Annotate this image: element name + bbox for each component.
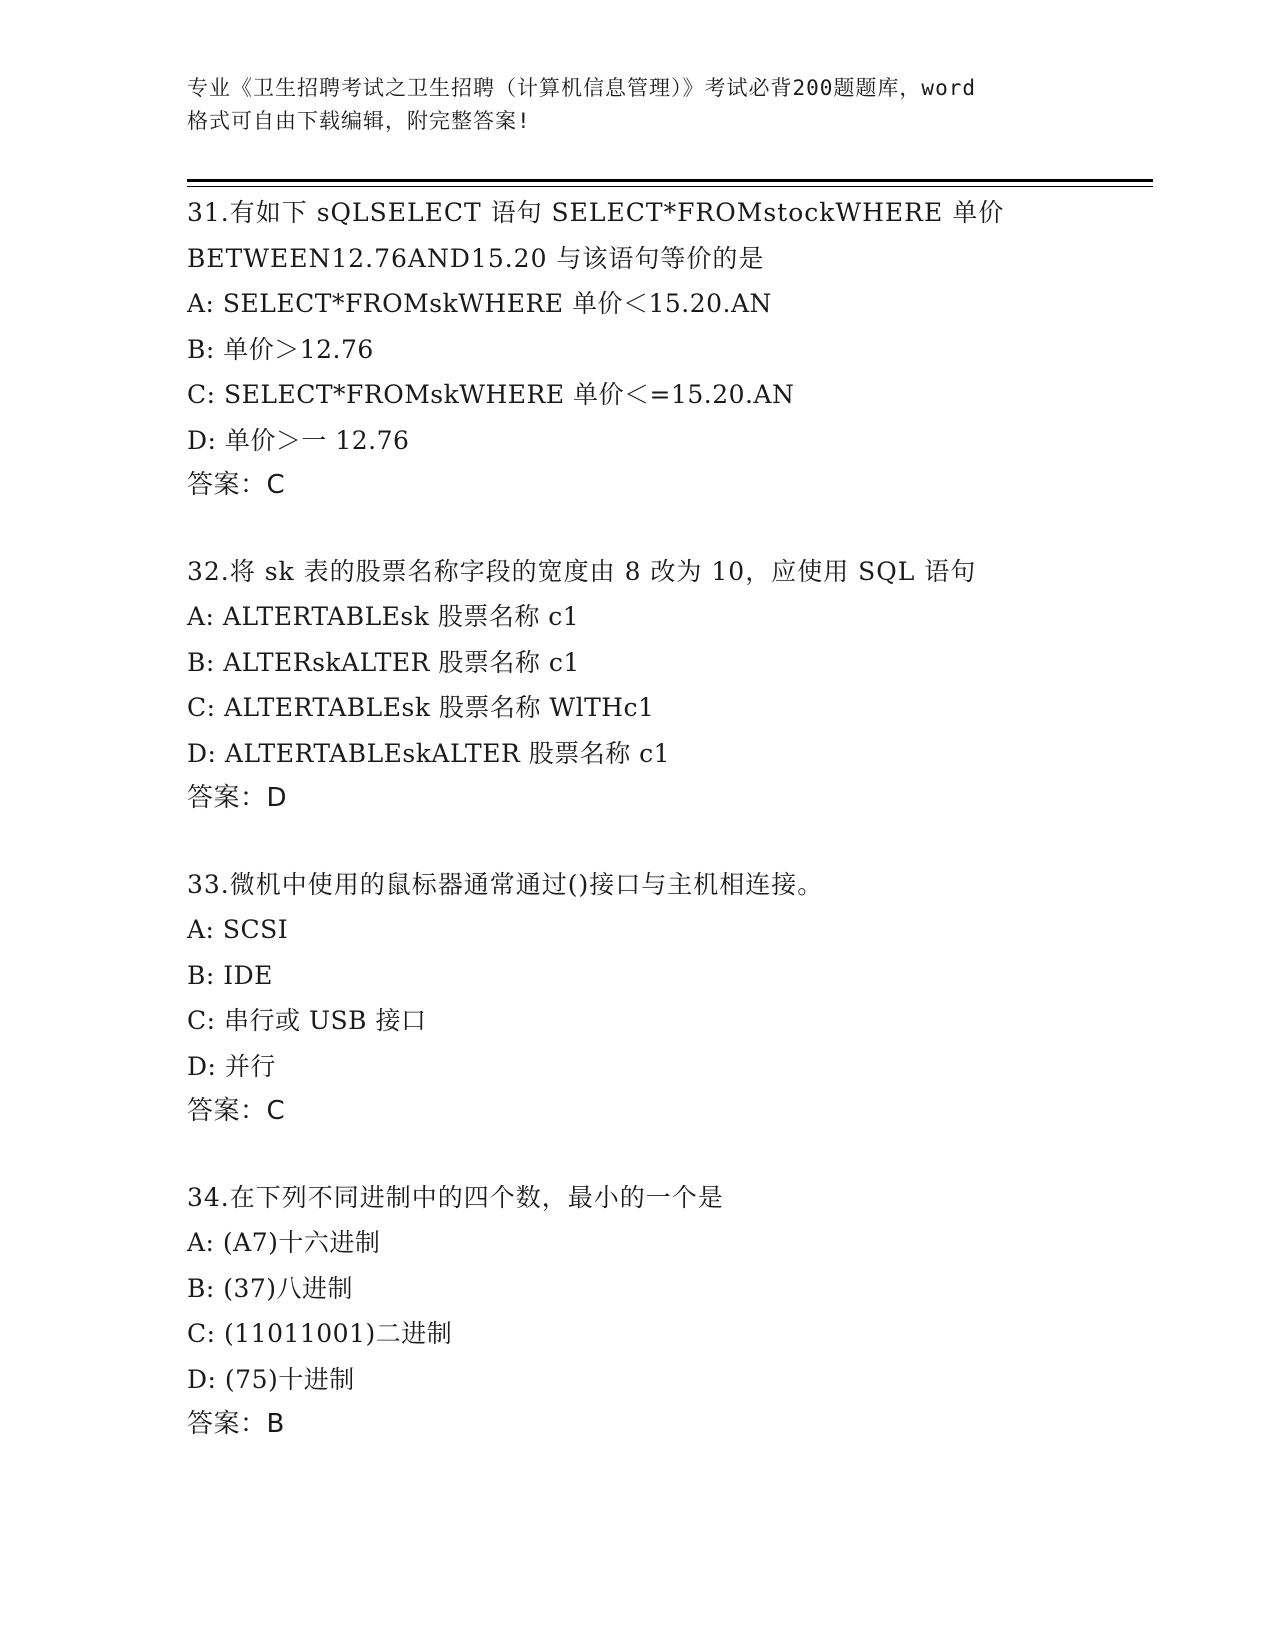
option-c: C: SELECT*FROMskWHERE 单价＜=15.20.AN	[187, 380, 795, 409]
question-32	[187, 549, 1147, 822]
question-stem-line: 33.微机中使用的鼠标器通常通过()接口与主机相连接。	[187, 869, 824, 899]
option-a: A: ALTERTABLEsk 股票名称 c1	[187, 602, 580, 631]
header-divider-thick	[187, 179, 1153, 182]
option-b: B: ALTERskALTER 股票名称 c1	[187, 647, 580, 677]
question-33	[187, 862, 1147, 1135]
option-d: D: 单价＞一 12.76	[187, 425, 410, 455]
header-divider-thin	[187, 186, 1153, 187]
question-stem-line: BETWEEN12.76AND15.20 与该语句等价的是	[187, 243, 765, 273]
option-d: D: ALTERTABLEskALTER 股票名称 c1	[187, 738, 671, 768]
option-a: A: (A7)十六进制	[187, 1228, 381, 1257]
answer-line: 答案：C	[187, 470, 286, 500]
option-c: C: ALTERTABLEsk 股票名称 WlTHc1	[187, 693, 655, 722]
question-stem-line: 31.有如下 sQLSELECT 语句 SELECT*FROMstockWHERE 单价	[187, 198, 1005, 227]
option-c: C: (11011001)二进制	[187, 1319, 453, 1348]
answer-line: 答案：C	[187, 1096, 286, 1126]
option-b: B: (37)八进制	[187, 1273, 354, 1303]
option-a: A: SCSI	[187, 915, 289, 944]
header-line-2: 格式可自由下载编辑，附完整答案!	[187, 109, 531, 133]
option-b: B: IDE	[187, 960, 273, 990]
option-b: B: 单价＞12.76	[187, 334, 374, 364]
answer-line: 答案：B	[187, 1409, 285, 1439]
option-d: D: 并行	[187, 1051, 276, 1081]
option-a: A: SELECT*FROMskWHERE 单价＜15.20.AN	[187, 289, 772, 318]
question-stem-line: 32.将 sk 表的股票名称字段的宽度由 8 改为 10，应使用 SQL 语句	[187, 556, 977, 586]
answer-line: 答案：D	[187, 783, 288, 813]
question-31	[187, 190, 1147, 509]
option-c: C: 串行或 USB 接口	[187, 1006, 427, 1035]
header-line-1: 专业《卫生招聘考试之卫生招聘（计算机信息管理）》考试必背200题题库，word	[187, 76, 976, 100]
option-d: D: (75)十进制	[187, 1364, 355, 1394]
question-stem-line: 34.在下列不同进制中的四个数，最小的一个是	[187, 1182, 724, 1212]
question-34	[187, 1175, 1147, 1448]
document-header	[187, 72, 1087, 138]
question-list	[187, 190, 1147, 1488]
